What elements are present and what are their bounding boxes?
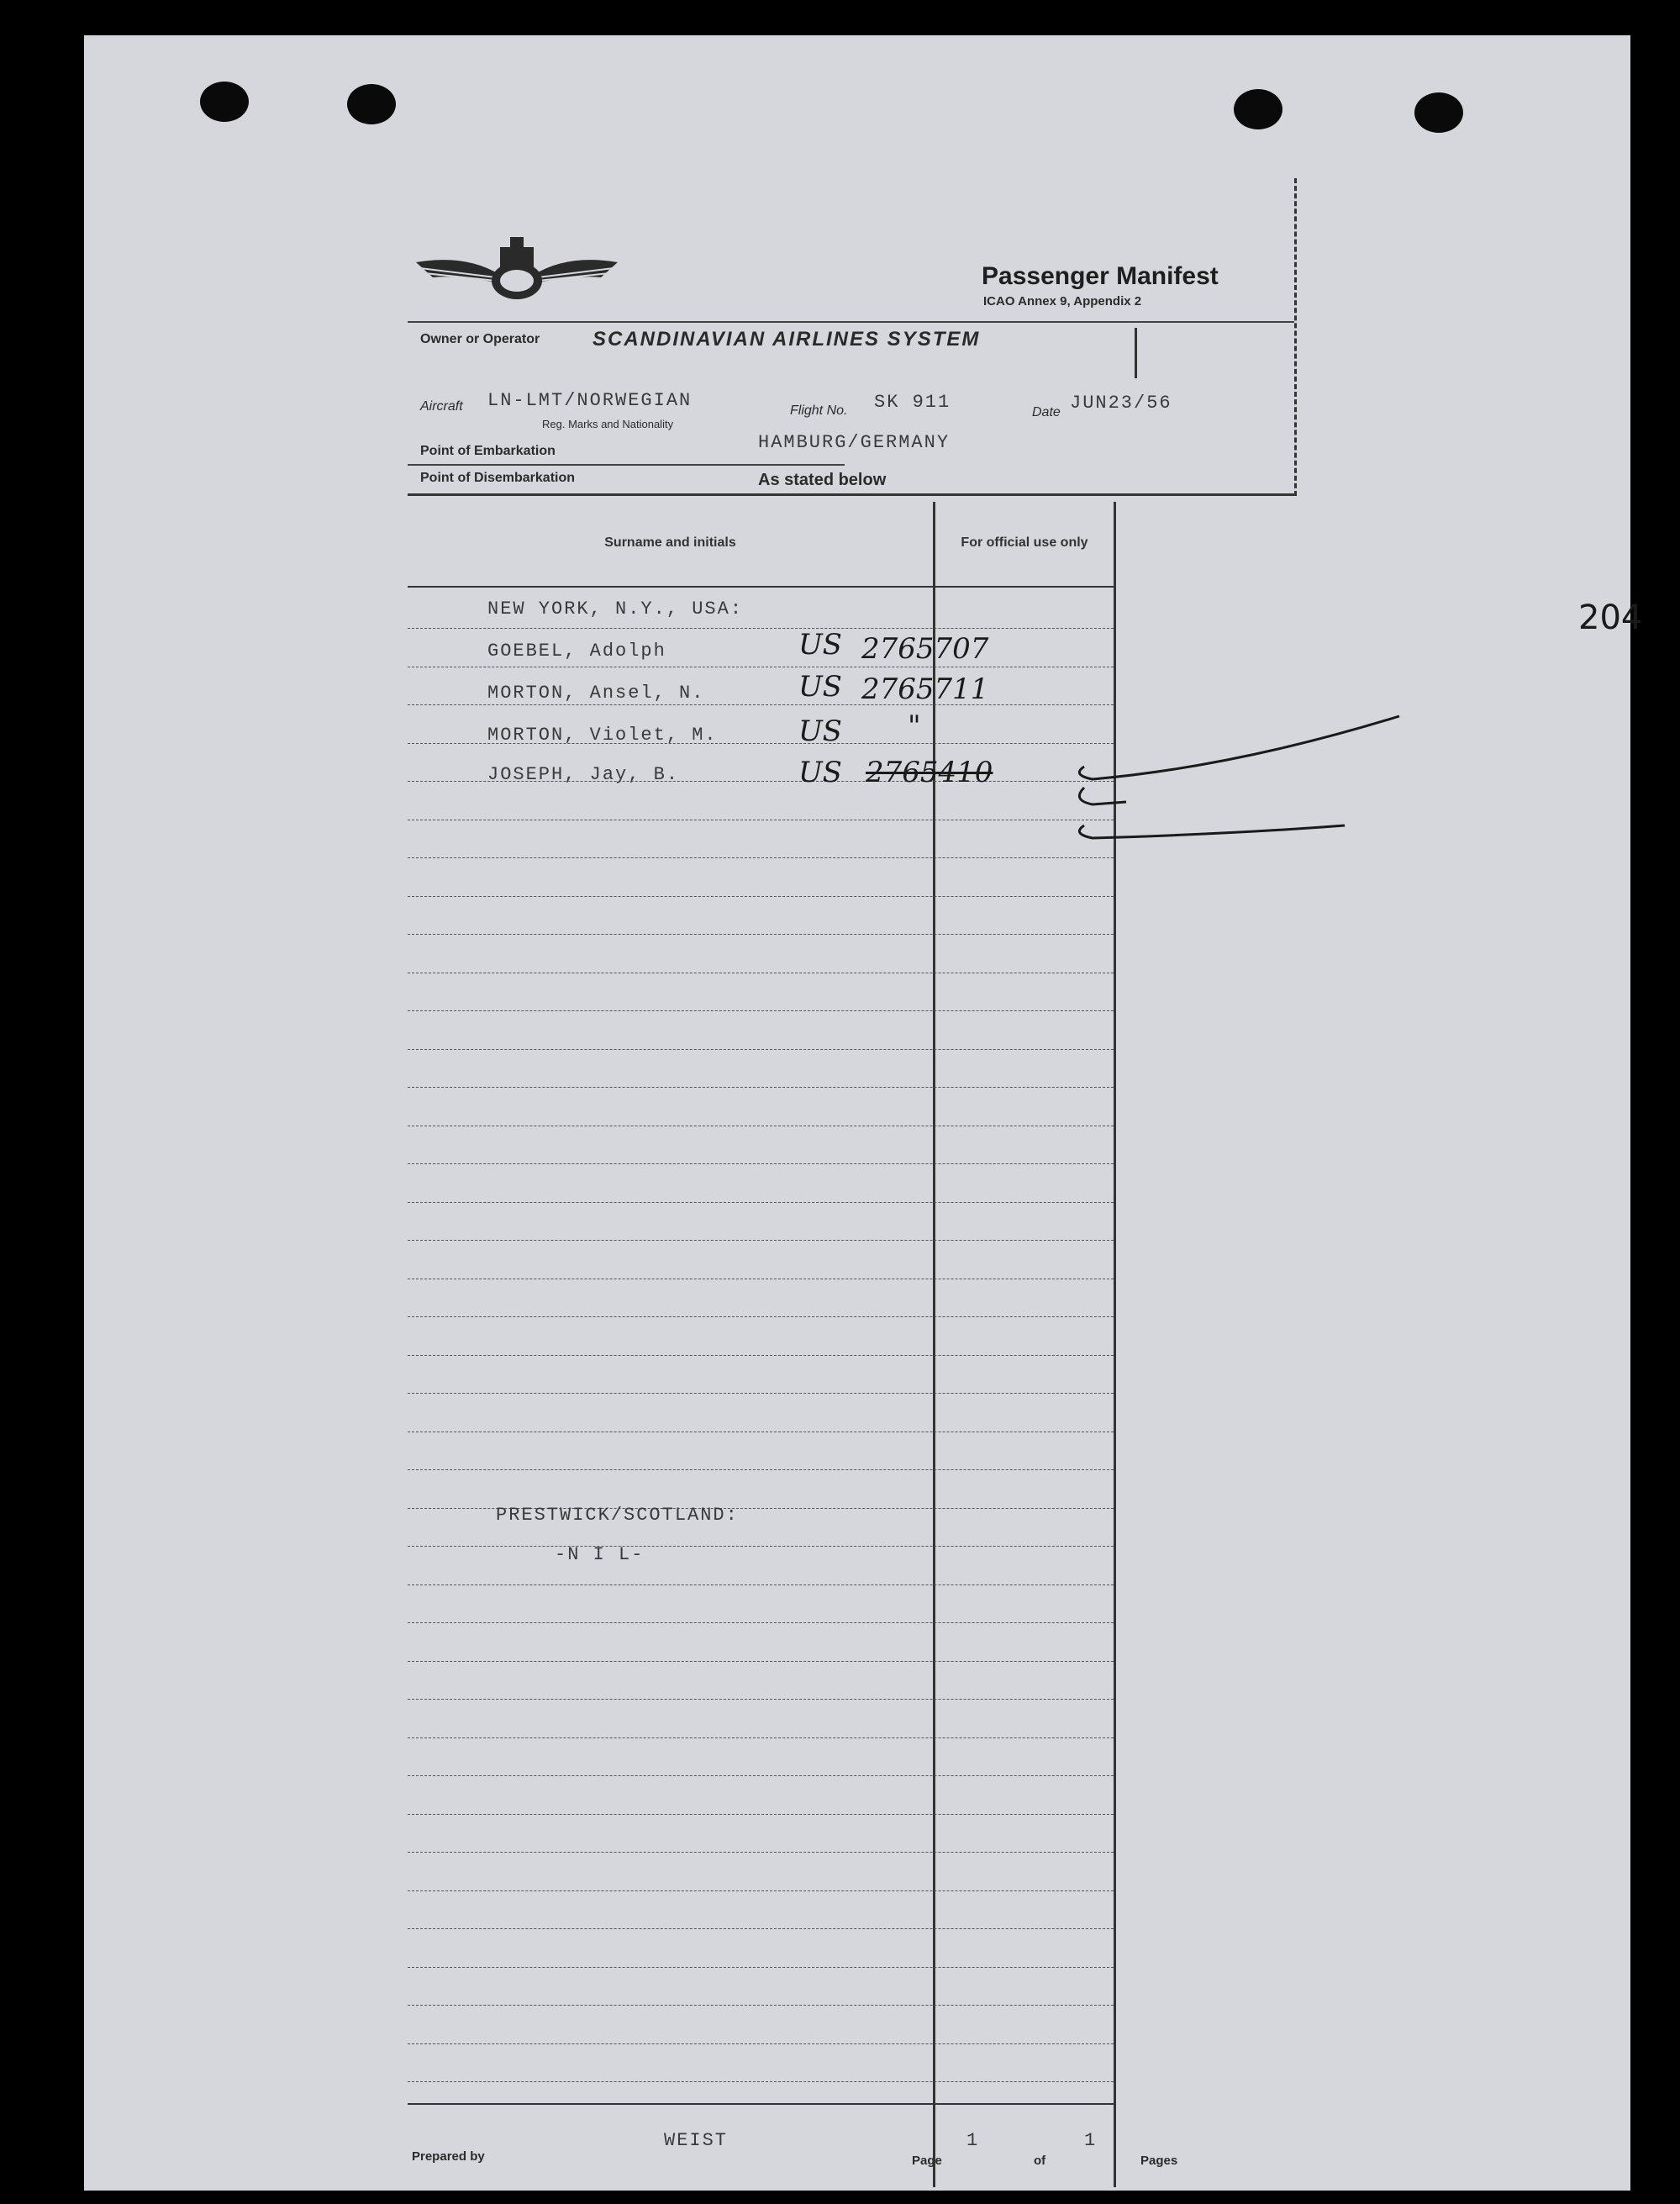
table-row-line bbox=[408, 2043, 1114, 2044]
table-row-line bbox=[408, 1355, 1114, 1356]
table-row-line bbox=[408, 896, 1114, 897]
table-row-line bbox=[408, 1814, 1114, 1815]
nationality-mark: US bbox=[798, 670, 842, 704]
table-row-line bbox=[408, 1316, 1114, 1317]
official-column-header: For official use only bbox=[961, 535, 1088, 550]
header-divider bbox=[408, 586, 1114, 588]
disembarkation-label: Point of Disembarkation bbox=[420, 471, 576, 485]
hand-mark bbox=[1135, 328, 1137, 378]
table-row-line bbox=[408, 934, 1114, 935]
page-number-stamp: 204 bbox=[1578, 598, 1643, 637]
table-row-line bbox=[408, 1010, 1114, 1011]
official-number: 2765410 bbox=[866, 756, 993, 789]
table-row-line bbox=[408, 1890, 1114, 1891]
entry-row bbox=[487, 756, 1093, 798]
flight-no-value: SK 911 bbox=[874, 392, 951, 413]
table-row-line bbox=[408, 857, 1114, 858]
table-row-line bbox=[408, 1049, 1114, 1050]
nil-entry: -N I L- bbox=[555, 1544, 645, 1565]
official-number: 2765707 bbox=[861, 632, 989, 666]
operator-value: SCANDINAVIAN AIRLINES SYSTEM bbox=[592, 328, 981, 351]
nationality-mark: US bbox=[798, 756, 842, 789]
divider bbox=[408, 321, 1294, 323]
entry-row bbox=[487, 670, 1093, 716]
punch-hole bbox=[1234, 89, 1282, 129]
destination-heading: NEW YORK, N.Y., USA: bbox=[487, 598, 744, 620]
owner-label: Owner or Operator bbox=[420, 332, 540, 346]
table-row-line bbox=[408, 1928, 1114, 1929]
passenger-name: JOSEPH, Jay, B. bbox=[487, 764, 680, 785]
entry-row bbox=[487, 709, 1093, 758]
punch-hole bbox=[1414, 92, 1463, 133]
passenger-table bbox=[408, 502, 1116, 2187]
flight-no-label: Flight No. bbox=[790, 403, 848, 418]
embarkation-value: HAMBURG/GERMANY bbox=[758, 432, 951, 453]
page-label: Page bbox=[912, 2154, 942, 2168]
page-value: 1 bbox=[966, 2130, 980, 2151]
reg-marks-label: Reg. Marks and Nationality bbox=[542, 418, 674, 430]
official-number: " bbox=[908, 709, 921, 743]
of-label: of bbox=[1034, 2154, 1046, 2168]
entry-row bbox=[487, 598, 1093, 632]
table-row-line bbox=[408, 1393, 1114, 1394]
table-row-line bbox=[408, 2005, 1114, 2006]
table-row-line bbox=[408, 2081, 1114, 2082]
entry-row bbox=[487, 628, 1093, 674]
table-row-line bbox=[408, 1546, 1114, 1547]
pages-label: Pages bbox=[1140, 2154, 1178, 2168]
nationality-mark: US bbox=[798, 628, 842, 662]
table-row-line bbox=[408, 1775, 1114, 1776]
date-value: JUN23/56 bbox=[1070, 393, 1172, 414]
table-row-line bbox=[408, 1584, 1114, 1585]
manifest-form bbox=[408, 178, 1294, 2204]
document-sheet bbox=[84, 35, 1643, 2191]
table-row-line bbox=[408, 1737, 1114, 1738]
table-row-line bbox=[408, 1967, 1114, 1968]
punch-hole bbox=[347, 84, 396, 124]
nationality-mark: US bbox=[798, 714, 842, 748]
punch-hole bbox=[200, 82, 249, 122]
section-heading: PRESTWICK/SCOTLAND: bbox=[496, 1505, 739, 1526]
form-title: Passenger Manifest bbox=[982, 262, 1219, 290]
surname-column-header: Surname and initials bbox=[604, 535, 736, 550]
prepared-by-label: Prepared by bbox=[412, 2149, 485, 2164]
passenger-name: MORTON, Violet, M. bbox=[487, 725, 718, 746]
table-row-line bbox=[408, 1469, 1114, 1470]
table-row-line bbox=[408, 1202, 1114, 1203]
official-number: 2765711 bbox=[861, 672, 989, 706]
sas-logo-icon bbox=[416, 229, 618, 313]
aircraft-label: Aircraft bbox=[420, 399, 463, 414]
table-row-line bbox=[408, 1622, 1114, 1623]
as-stated-text: As stated below bbox=[758, 471, 887, 489]
date-label: Date bbox=[1032, 405, 1061, 419]
prepared-by-value: WEIST bbox=[664, 2130, 729, 2151]
table-row-line bbox=[408, 1163, 1114, 1164]
divider bbox=[408, 464, 845, 466]
aircraft-value: LN-LMT/NORWEGIAN bbox=[487, 390, 693, 411]
of-value: 1 bbox=[1084, 2130, 1098, 2151]
table-row-line bbox=[408, 1087, 1114, 1088]
table-row-line bbox=[408, 1240, 1114, 1241]
table-row-line bbox=[408, 1852, 1114, 1853]
form-subtitle: ICAO Annex 9, Appendix 2 bbox=[983, 294, 1142, 308]
table-row-line bbox=[408, 1661, 1114, 1662]
table-row-line bbox=[408, 1699, 1114, 1700]
passenger-name: GOEBEL, Adolph bbox=[487, 641, 666, 662]
embarkation-label: Point of Embarkation bbox=[420, 444, 556, 458]
passenger-name: MORTON, Ansel, N. bbox=[487, 683, 705, 704]
handwritten-brackets bbox=[1067, 708, 1420, 876]
footer-divider bbox=[408, 2103, 1114, 2105]
form-header-box bbox=[408, 178, 1297, 496]
